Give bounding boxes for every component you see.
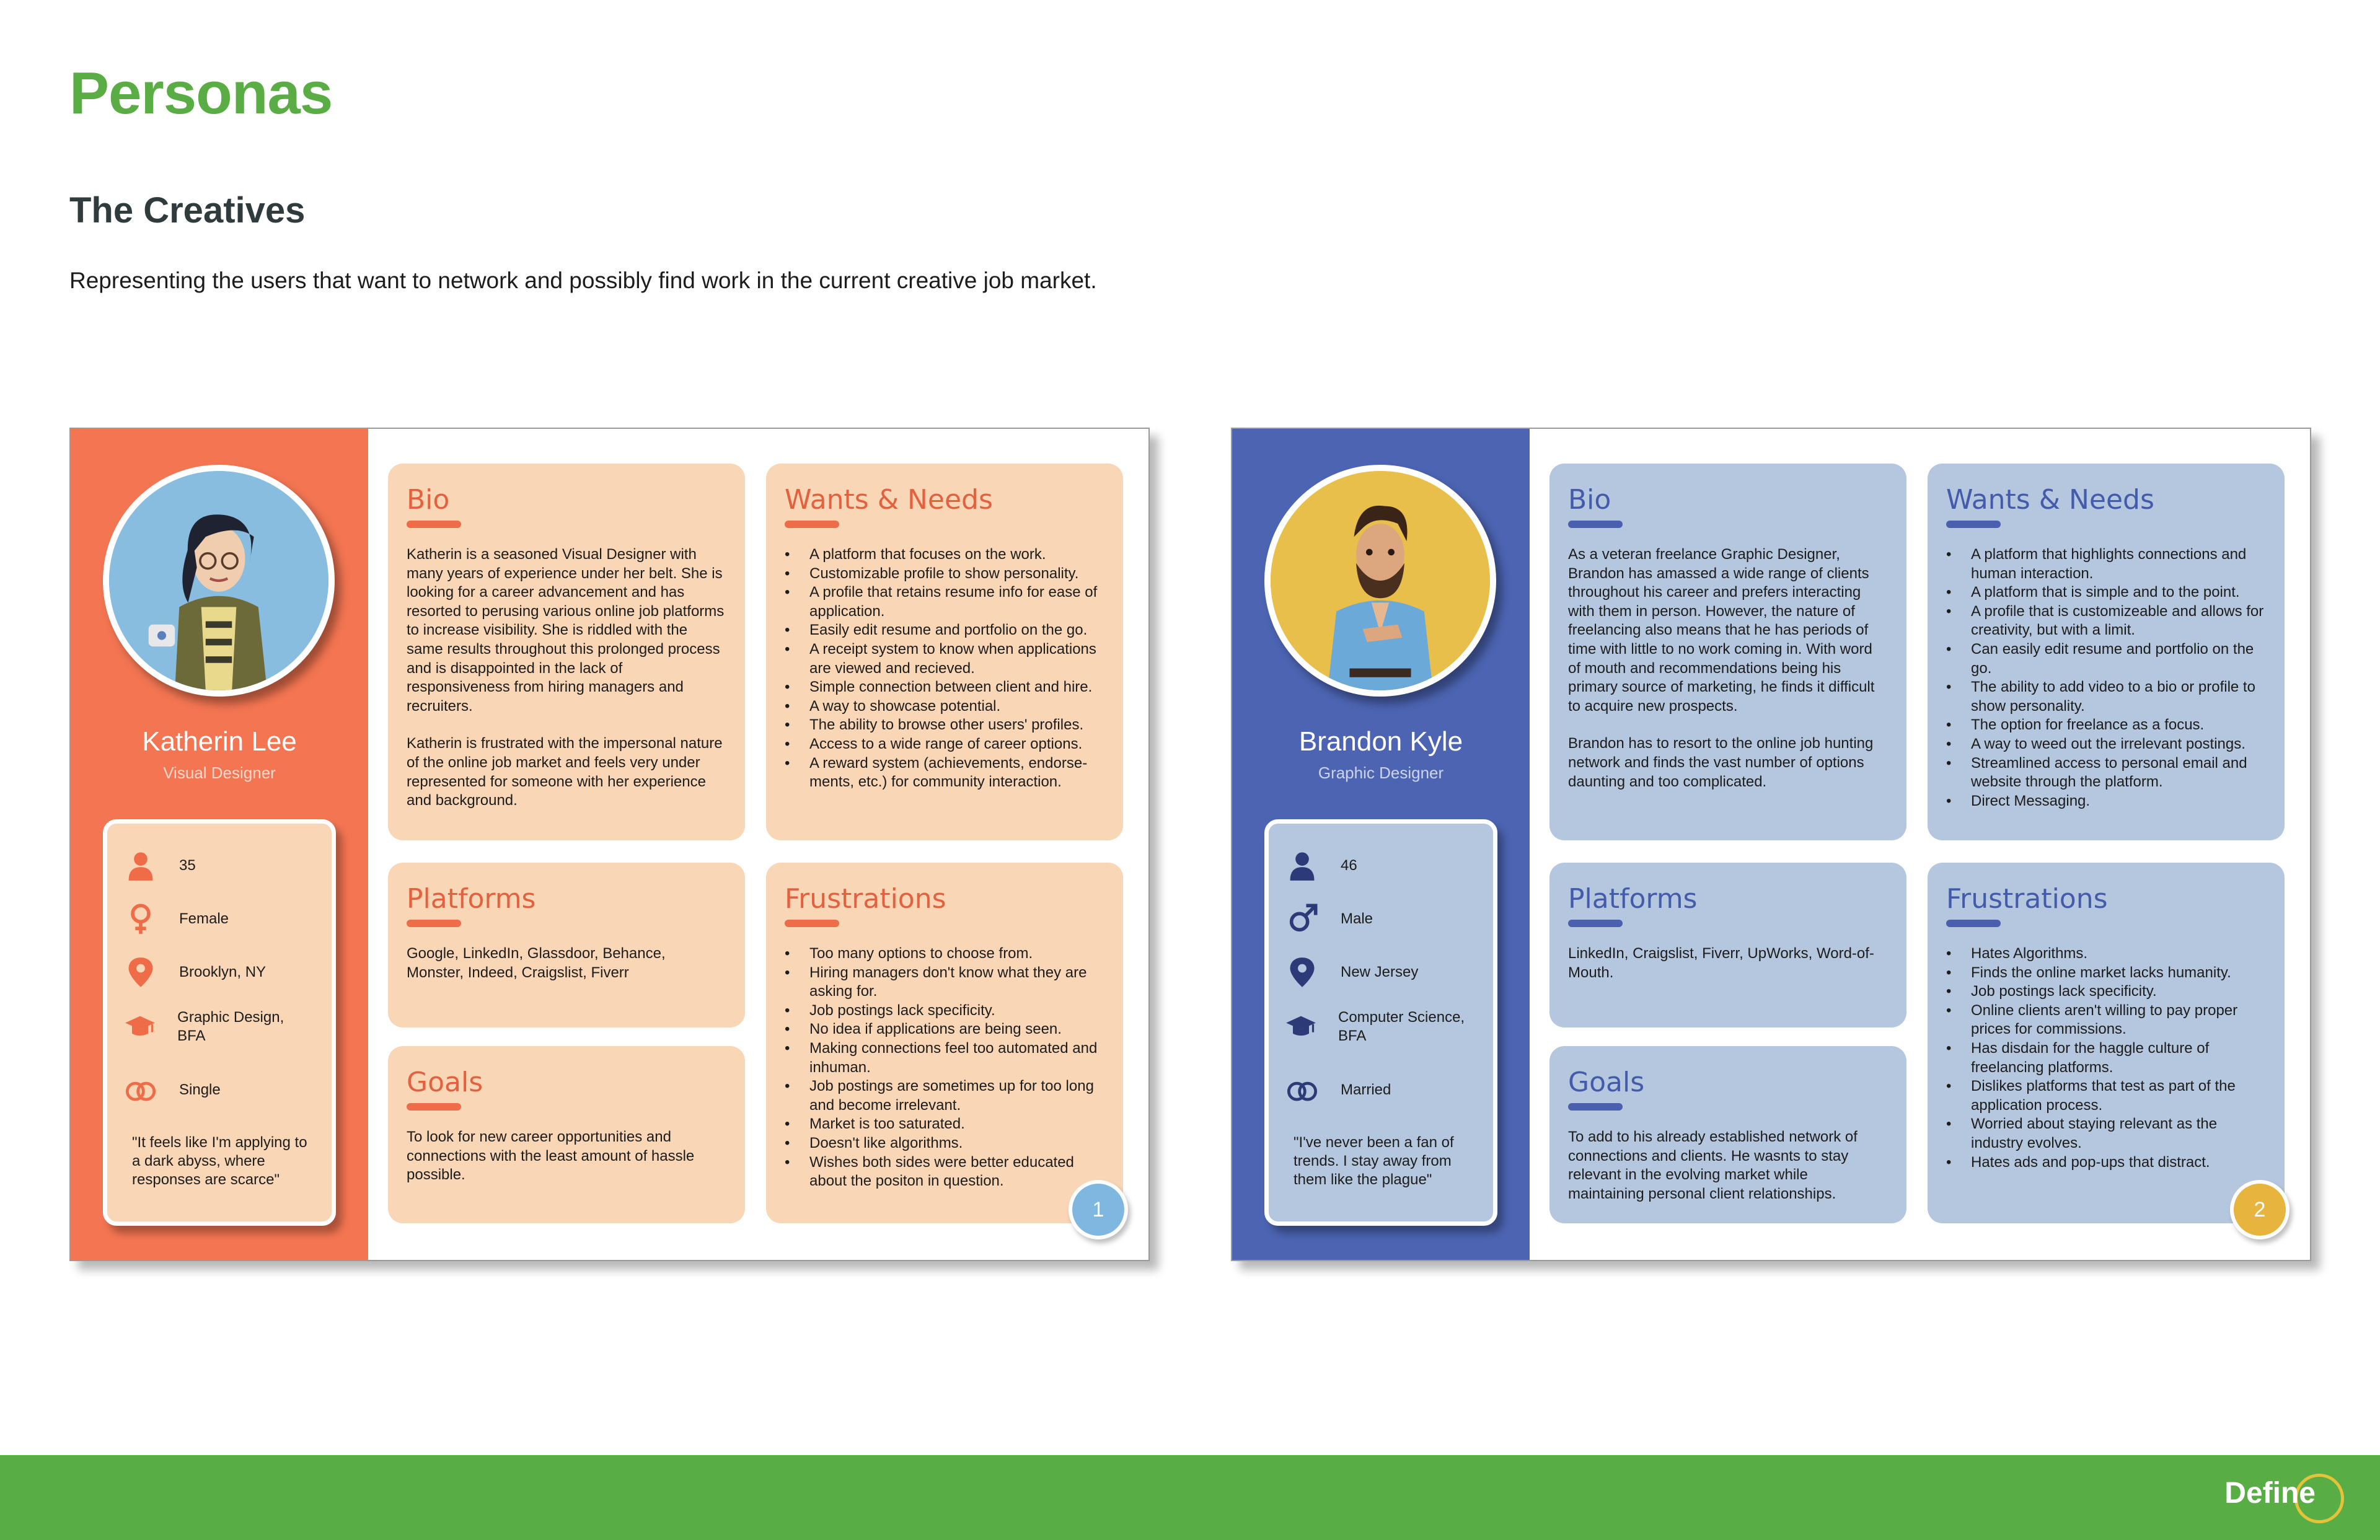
fact-location-value: Brooklyn, NY (179, 964, 267, 980)
list-item: • The ability to add video to a bio or profile to show personality. (1971, 678, 2266, 716)
fact-gender (1285, 902, 1373, 936)
list-item: • Hates ads and pop-ups that distract. (1971, 1153, 2266, 1173)
list-item: • Too many options to choose from. (809, 944, 1104, 964)
fact-age-value: 35 (179, 857, 196, 874)
persona-name: Brandon Kyle (1298, 726, 1463, 757)
persona-avatar (103, 465, 335, 697)
persona-role: Visual Designer (163, 763, 276, 782)
fact-education (123, 1008, 309, 1045)
fact-status-value: Single (179, 1081, 221, 1098)
heading-underline (1568, 920, 1623, 927)
bio-heading: Bio (1568, 484, 1611, 516)
section-title: The Creatives (69, 190, 306, 231)
fact-status (1285, 1073, 1391, 1107)
heading-underline (1568, 1103, 1623, 1111)
list-item: • The ability to browse other users' profiles. (809, 716, 1104, 735)
list-item: • Hiring managers don't know what they are asking for. (809, 964, 1104, 1001)
goals-heading: Goals (407, 1067, 483, 1098)
list-item: • Hates Algorithms. (1971, 944, 2266, 964)
page-title: Personas (69, 60, 333, 126)
persona-sidebar (71, 429, 368, 1260)
list-item: • Finds the online market lacks humanity. (1971, 964, 2266, 983)
woman-illustration (109, 471, 328, 690)
list-item: • Can easily edit resume and portfolio on the go. (1971, 640, 2266, 678)
persona-name: Katherin Lee (142, 726, 297, 757)
male-icon (1285, 902, 1320, 936)
persona-facts (103, 819, 336, 1226)
list-item: • The option for freelance as a focus. (1971, 716, 2266, 735)
list-item: • Job postings are sometimes up for too long and become irrelevant. (809, 1077, 1104, 1115)
fact-gender-value: Female (179, 910, 229, 927)
wants-needs-card (766, 464, 1123, 840)
list-item: • A receipt system to know when applications are viewed and recieved. (809, 640, 1104, 678)
footer-bar (0, 1455, 2380, 1540)
location-pin-icon (1285, 955, 1320, 990)
heading-underline (785, 920, 839, 927)
frustrations-card (1928, 863, 2285, 1223)
heading-underline (407, 920, 461, 927)
heading-underline (1568, 521, 1623, 528)
fact-age (1285, 848, 1357, 883)
frustrations-list (785, 944, 1104, 1191)
location-pin-icon (123, 955, 158, 990)
heading-underline (1946, 920, 2001, 927)
platforms-text: LinkedIn, Craigslist, Fiverr, UpWorks, Word-of-Mouth. (1568, 945, 1874, 981)
platforms-card (388, 863, 745, 1027)
list-item: • Worried about staying relevant as the industry evolves. (1971, 1115, 2266, 1153)
fact-status (123, 1073, 221, 1107)
persona-card-brandon (1231, 428, 2311, 1261)
list-item: • Direct Messaging. (1971, 792, 2266, 811)
platforms-card (1549, 863, 1906, 1027)
man-illustration (1271, 471, 1490, 690)
fact-education-value: Computer Science, BFA (1338, 1009, 1465, 1044)
list-item: • No idea if applications are being seen. (809, 1020, 1104, 1039)
goals-card (388, 1046, 745, 1223)
list-item: • A way to weed out the irrelevant postings. (1971, 735, 2266, 754)
wants-list (785, 545, 1104, 792)
list-item: • Streamlined access to personal email and website through the platform. (1971, 754, 2266, 792)
platforms-text: Google, LinkedIn, Glassdoor, Behance, Monster, Indeed, Craigslist, Fiverr (407, 945, 666, 981)
list-item: • A platform that is simple and to the point. (1971, 583, 2266, 602)
rings-icon (1285, 1073, 1320, 1107)
list-item: • A platform that focuses on the work. (809, 545, 1104, 565)
goals-text: To look for new career opportunities and connections with the least amount of hassle possible. (407, 1129, 695, 1184)
persona-number-badge: 1 (1069, 1180, 1128, 1239)
fact-location (1285, 955, 1418, 990)
female-icon (123, 902, 158, 936)
list-item: • Market is too saturated. (809, 1115, 1104, 1134)
person-icon (1285, 848, 1320, 883)
platforms-heading: Platforms (407, 883, 536, 915)
frustrations-heading: Frustrations (785, 883, 946, 915)
section-description: Representing the users that want to network and possibly find work in the current creative job market. (69, 268, 1097, 293)
wants-needs-card (1928, 464, 2285, 840)
list-item: • Customizable profile to show personality. (809, 565, 1104, 584)
list-item: • A profile that is customizeable and allows for creativity, but with a limit. (1971, 602, 2266, 640)
list-item: • Simple connection between client and hire. (809, 678, 1104, 697)
list-item: • Access to a wide range of career options. (809, 735, 1104, 754)
goals-heading: Goals (1568, 1067, 1645, 1098)
frustrations-card (766, 863, 1123, 1223)
heading-underline (407, 1103, 461, 1111)
fact-location (123, 955, 266, 990)
heading-underline (407, 521, 461, 528)
frustrations-heading: Frustrations (1946, 883, 2108, 915)
bio-paragraph: Katherin is a seasoned Visual Designer with many years of experience under her belt. She is looking for a career advancement and has resorted to perusing various online job platforms to increase visibility. She is riddled with the same results throughout this prolonged process and is disappointed in the lack of responsiveness from hiring managers and recruiters. (407, 546, 725, 715)
list-item: • A way to showcase potential. (809, 697, 1104, 716)
persona-avatar (1264, 465, 1496, 697)
platforms-heading: Platforms (1568, 883, 1698, 915)
fact-location-value: New Jersey (1341, 964, 1419, 980)
wants-heading: Wants & Needs (1946, 484, 2154, 516)
persona-number-badge: 2 (2230, 1180, 2290, 1239)
list-item: • Wishes both sides were better educated about the positon in question. (809, 1153, 1104, 1191)
goals-card (1549, 1046, 1906, 1223)
bio-paragraph: As a veteran freelance Graphic Designer, Brandon has amassed a wide range of clients throughout his career and prefers interacting with them in person. However, the nature of freelancing also means that he has periods of time with little to no work coming in. With word of mouth and recommendations being his primary source of marketing, he finds it difficult to acquire new prospects. (1568, 546, 1875, 715)
list-item: • A reward system (achievements, endorse-ments, etc.) for community interaction. (809, 754, 1104, 792)
person-icon (123, 848, 158, 883)
bio-paragraph: Brandon has to resort to the online job hunting network and finds the vast number of options daunting and too complicated. (1568, 735, 1874, 790)
footer-define-label: Define (2224, 1477, 2316, 1510)
list-item: • Making connections feel too automated and inhuman. (809, 1039, 1104, 1077)
persona-card-katherin (69, 428, 1150, 1261)
bio-paragraph: Katherin is frustrated with the impersonal nature of the online job market and feels very under represented for someone with her experience and background. (407, 735, 723, 809)
heading-underline (785, 521, 839, 528)
graduation-cap-icon (1285, 1010, 1317, 1044)
heading-underline (1946, 521, 2001, 528)
list-item: • Job postings lack specificity. (1971, 982, 2266, 1001)
goals-text: To add to his already established network of connections and clients. He wasnts to stay relevant in the evolving market while maintaining personal client relationships. (1568, 1129, 1858, 1202)
fact-age-value: 46 (1341, 857, 1357, 874)
rings-icon (123, 1073, 158, 1107)
persona-sidebar (1232, 429, 1530, 1260)
list-item: • Doesn't like algorithms. (809, 1134, 1104, 1153)
list-item: • Has disdain for the haggle culture of freelancing platforms. (1971, 1039, 2266, 1077)
persona-role: Graphic Designer (1318, 763, 1444, 782)
list-item: • Online clients aren't willing to pay proper prices for commissions. (1971, 1001, 2266, 1039)
bio-heading: Bio (407, 484, 450, 516)
list-item: • Job postings lack specificity. (809, 1001, 1104, 1021)
persona-facts (1264, 819, 1497, 1226)
fact-age (123, 848, 196, 883)
list-item: • Easily edit resume and portfolio on the go. (809, 621, 1104, 640)
frustrations-list (1946, 944, 2266, 1172)
persona-quote: "I've never been a fan of trends. I stay away from them like the plague" (1294, 1134, 1454, 1188)
wants-list (1946, 545, 2266, 811)
graduation-cap-icon (123, 1010, 156, 1044)
fact-gender (123, 902, 229, 936)
fact-gender-value: Male (1341, 910, 1373, 927)
persona-quote: "It feels like I'm applying to a dark abyss, where responses are scarce" (132, 1134, 307, 1188)
bio-card (388, 464, 745, 840)
bio-card (1549, 464, 1906, 840)
wants-heading: Wants & Needs (785, 484, 993, 516)
fact-education-value: Graphic Design, BFA (177, 1009, 284, 1044)
list-item: • Dislikes platforms that test as part of the application process. (1971, 1077, 2266, 1115)
list-item: • A profile that retains resume info for ease of application. (809, 583, 1104, 621)
fact-education (1285, 1008, 1471, 1045)
fact-status-value: Married (1341, 1081, 1391, 1098)
list-item: • A platform that highlights connections and human interaction. (1971, 545, 2266, 583)
